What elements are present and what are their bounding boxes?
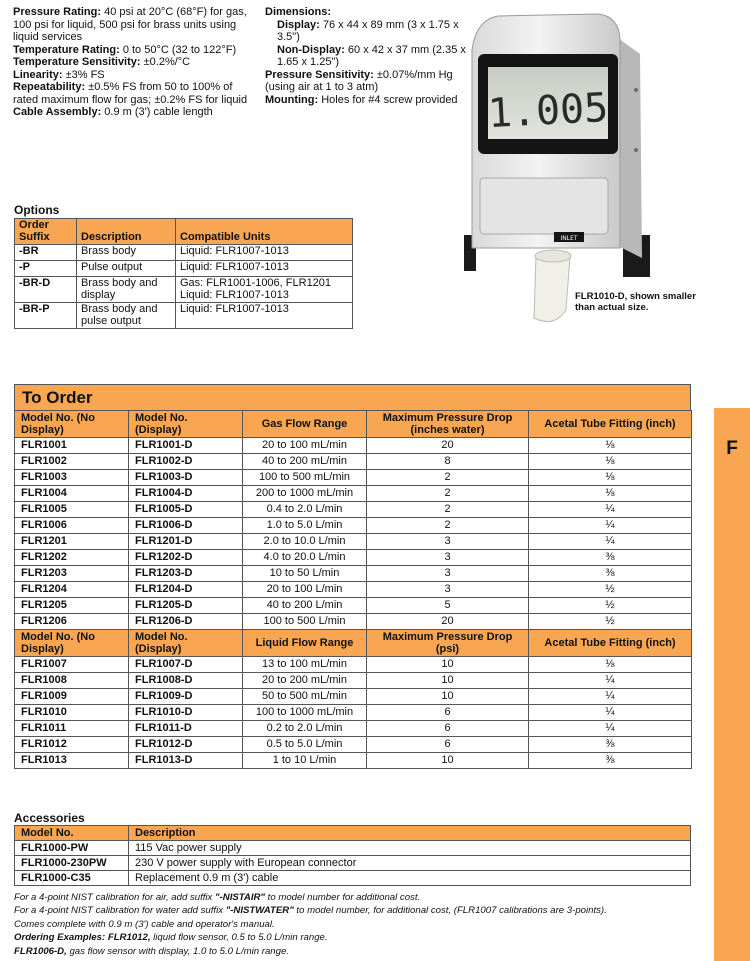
max-pressure-drop: 2 (367, 502, 529, 518)
flow-range: 20 to 100 mL/min (243, 438, 367, 454)
max-pressure-drop: 6 (367, 721, 529, 737)
flow-range: 40 to 200 L/min (243, 598, 367, 614)
options-row (15, 303, 353, 329)
options-header-row (15, 219, 353, 245)
specs-left (13, 6, 258, 119)
footnotes (14, 891, 704, 958)
spec-repeatability: Repeatability: ±0.5% FS from 50 to 100% of rated maximum flow for gas; ±0.2% FS for liquid (13, 81, 248, 106)
max-pressure-drop: 10 (367, 657, 529, 673)
accessories-title: Accessories (14, 811, 85, 825)
order-col-header: Acetal Tube Fitting (inch) (529, 411, 692, 438)
order-col-header: Gas Flow Range (243, 411, 367, 438)
order-col-header: Model No. (Display) (129, 411, 243, 438)
lcd-reading: 1.005 (486, 84, 610, 138)
accessory-model: FLR1000-PW (15, 841, 129, 856)
tube-fitting: ⅛ (529, 486, 692, 502)
model-no: FLR1013 (15, 753, 129, 769)
model-no: FLR1006 (15, 518, 129, 534)
note-nist-air: For a 4-point NIST calibration for air, add suffix "-NISTAIR" to model number for additional cost. (14, 892, 421, 903)
tube-fitting: ⅛ (529, 470, 692, 486)
order-title: To Order (14, 384, 691, 410)
order-col-header: Model No. (Display) (129, 630, 243, 657)
accessory-model: FLR1000-C35 (15, 871, 129, 886)
tube-fitting: ¼ (529, 721, 692, 737)
order-col-header: Acetal Tube Fitting (inch) (529, 630, 692, 657)
option-units: Gas: FLR1001-1006, FLR1201 Liquid: FLR1007-1013 (176, 277, 353, 303)
order-header-row (15, 630, 692, 657)
options-col-units: Compatible Units (176, 219, 353, 245)
table-row (15, 753, 692, 769)
section-tab-letter: F (726, 438, 738, 459)
order-table (14, 410, 692, 769)
model-no-display: FLR1013-D (129, 753, 243, 769)
order-col-header: Maximum Pressure Drop (inches water) (367, 411, 529, 438)
model-no: FLR1204 (15, 582, 129, 598)
flow-range: 20 to 200 mL/min (243, 673, 367, 689)
tube-fitting: ⅛ (529, 657, 692, 673)
model-no: FLR1005 (15, 502, 129, 518)
tube-fitting: ¼ (529, 534, 692, 550)
max-pressure-drop: 2 (367, 518, 529, 534)
inlet-label: INLET (560, 235, 578, 242)
note-ordering-example-1: Ordering Examples: FLR1012, liquid flow sensor, 0.5 to 5.0 L/min range. (14, 932, 328, 944)
table-row (15, 737, 692, 753)
option-units: Liquid: FLR1007-1013 (176, 261, 353, 277)
model-no-display: FLR1201-D (129, 534, 243, 550)
image-caption: FLR1010-D, shown smaller than actual size. (575, 291, 696, 313)
option-suffix: -BR-P (15, 303, 77, 329)
option-description: Pulse output (77, 261, 176, 277)
table-row (15, 657, 692, 673)
order-col-header: Liquid Flow Range (243, 630, 367, 657)
specs-right (265, 6, 470, 106)
option-suffix: -BR (15, 245, 77, 261)
model-no-display: FLR1006-D (129, 518, 243, 534)
model-no-display: FLR1005-D (129, 502, 243, 518)
spec-pressure-rating: Pressure Rating: 40 psi at 20°C (68°F) for gas, 100 psi for liquid, 500 psi for brass units using liquid services (13, 6, 247, 43)
accessories-header-row (15, 826, 691, 841)
tube-fitting: ¼ (529, 689, 692, 705)
spec-linearity: Linearity: ±3% FS (13, 68, 105, 81)
table-row (15, 518, 692, 534)
flow-range: 1 to 10 L/min (243, 753, 367, 769)
model-no-display: FLR1002-D (129, 454, 243, 470)
max-pressure-drop: 20 (367, 614, 529, 630)
option-description: Brass body and pulse output (77, 303, 176, 329)
table-row (15, 486, 692, 502)
model-no-display: FLR1008-D (129, 673, 243, 689)
model-no: FLR1001 (15, 438, 129, 454)
spec-mounting: Mounting: Holes for #4 screw provided (265, 93, 458, 106)
flow-range: 0.4 to 2.0 L/min (243, 502, 367, 518)
table-row (15, 705, 692, 721)
tube-fitting: ¼ (529, 502, 692, 518)
accessory-row (15, 841, 691, 856)
tube-fitting: ¼ (529, 673, 692, 689)
spec-dimensions-label: Dimensions: (265, 6, 332, 18)
note-ordering-example-2: FLR1006-D, gas flow sensor with display, 1.0 to 5.0 L/min range. (14, 945, 289, 957)
tube-fitting: ¼ (529, 518, 692, 534)
spec-display-dim: Display: 76 x 44 x 89 mm (3 x 1.75 x 3.5") (277, 18, 459, 43)
options-row (15, 261, 353, 277)
table-row (15, 470, 692, 486)
model-no: FLR1202 (15, 550, 129, 566)
options-row (15, 277, 353, 303)
accessory-description: 115 Vac power supply (129, 841, 691, 856)
options-title: Options (14, 203, 60, 217)
model-no: FLR1010 (15, 705, 129, 721)
max-pressure-drop: 8 (367, 454, 529, 470)
max-pressure-drop: 10 (367, 753, 529, 769)
model-no-display: FLR1007-D (129, 657, 243, 673)
max-pressure-drop: 5 (367, 598, 529, 614)
order-section (14, 384, 691, 769)
tube-fitting: ⅜ (529, 550, 692, 566)
tube-fitting: ½ (529, 614, 692, 630)
flow-range: 4.0 to 20.0 L/min (243, 550, 367, 566)
table-row (15, 502, 692, 518)
flow-range: 100 to 1000 mL/min (243, 705, 367, 721)
model-no: FLR1203 (15, 566, 129, 582)
model-no: FLR1011 (15, 721, 129, 737)
max-pressure-drop: 3 (367, 550, 529, 566)
flow-range: 20 to 100 L/min (243, 582, 367, 598)
model-no: FLR1012 (15, 737, 129, 753)
options-row (15, 245, 353, 261)
table-row (15, 721, 692, 737)
option-description: Brass body and display (77, 277, 176, 303)
tube-fitting: ¼ (529, 705, 692, 721)
tube-fitting: ⅜ (529, 737, 692, 753)
table-row (15, 598, 692, 614)
tube-fitting: ½ (529, 582, 692, 598)
model-no-display: FLR1011-D (129, 721, 243, 737)
accessories-col-model: Model No. (15, 826, 129, 841)
flow-range: 40 to 200 mL/min (243, 454, 367, 470)
max-pressure-drop: 10 (367, 689, 529, 705)
table-row (15, 454, 692, 470)
flow-range: 0.2 to 2.0 L/min (243, 721, 367, 737)
flow-range: 13 to 100 mL/min (243, 657, 367, 673)
note-complete: Comes complete with 0.9 m (3') cable and operator's manual. (14, 918, 275, 930)
max-pressure-drop: 3 (367, 534, 529, 550)
max-pressure-drop: 20 (367, 438, 529, 454)
option-suffix: -P (15, 261, 77, 277)
accessory-description: Replacement 0.9 m (3') cable (129, 871, 691, 886)
flow-range: 1.0 to 5.0 L/min (243, 518, 367, 534)
accessory-row (15, 871, 691, 886)
spec-pressure-sensitivity: Pressure Sensitivity: ±0.07%/mm Hg (using air at 1 to 3 atm) (265, 68, 453, 93)
note-nist-water: For a 4-point NIST calibration for water add suffix "-NISTWATER" to model number, for additional cost, (FLR1007 calibrations are 3-points). (14, 905, 607, 917)
max-pressure-drop: 2 (367, 486, 529, 502)
model-no-display: FLR1001-D (129, 438, 243, 454)
tube-fitting: ⅜ (529, 566, 692, 582)
flow-range: 2.0 to 10.0 L/min (243, 534, 367, 550)
spec-nondisplay-dim: Non-Display: 60 x 42 x 37 mm (2.35 x 1.65 x 1.25") (277, 43, 466, 68)
accessory-description: 230 V power supply with European connector (129, 856, 691, 871)
options-col-suffix: Order Suffix (15, 219, 77, 245)
model-no: FLR1002 (15, 454, 129, 470)
flow-range: 100 to 500 mL/min (243, 470, 367, 486)
flow-range: 200 to 1000 mL/min (243, 486, 367, 502)
section-tab (714, 408, 750, 961)
model-no: FLR1205 (15, 598, 129, 614)
tube-fitting: ⅜ (529, 753, 692, 769)
tube-fitting: ½ (529, 598, 692, 614)
model-no-display: FLR1004-D (129, 486, 243, 502)
model-no-display: FLR1206-D (129, 614, 243, 630)
model-no: FLR1008 (15, 673, 129, 689)
table-row (15, 534, 692, 550)
model-no: FLR1007 (15, 657, 129, 673)
model-no: FLR1004 (15, 486, 129, 502)
table-row (15, 566, 692, 582)
model-no-display: FLR1003-D (129, 470, 243, 486)
model-no-display: FLR1012-D (129, 737, 243, 753)
flow-range: 50 to 500 mL/min (243, 689, 367, 705)
max-pressure-drop: 3 (367, 566, 529, 582)
model-no-display: FLR1009-D (129, 689, 243, 705)
option-units: Liquid: FLR1007-1013 (176, 303, 353, 329)
tube-fitting: ⅛ (529, 454, 692, 470)
model-no: FLR1206 (15, 614, 129, 630)
max-pressure-drop: 6 (367, 705, 529, 721)
options-col-description: Description (77, 219, 176, 245)
max-pressure-drop: 2 (367, 470, 529, 486)
model-no-display: FLR1205-D (129, 598, 243, 614)
flow-range: 10 to 50 L/min (243, 566, 367, 582)
table-row (15, 582, 692, 598)
table-row (15, 438, 692, 454)
model-no: FLR1009 (15, 689, 129, 705)
model-no-display: FLR1203-D (129, 566, 243, 582)
tube-fitting: ⅛ (529, 438, 692, 454)
option-description: Brass body (77, 245, 176, 261)
model-no-display: FLR1010-D (129, 705, 243, 721)
order-header-row (15, 411, 692, 438)
table-row (15, 673, 692, 689)
options-table (14, 218, 353, 329)
order-col-header: Model No. (No Display) (15, 630, 129, 657)
table-row (15, 689, 692, 705)
max-pressure-drop: 3 (367, 582, 529, 598)
spec-temperature-rating: Temperature Rating: 0 to 50°C (32 to 122°F) (13, 43, 237, 56)
max-pressure-drop: 6 (367, 737, 529, 753)
order-col-header: Model No. (No Display) (15, 411, 129, 438)
option-units: Liquid: FLR1007-1013 (176, 245, 353, 261)
spec-temperature-sensitivity: Temperature Sensitivity: ±0.2%/°C (13, 56, 191, 68)
flow-range: 100 to 500 L/min (243, 614, 367, 630)
model-no: FLR1201 (15, 534, 129, 550)
accessories-col-description: Description (129, 826, 691, 841)
model-no-display: FLR1202-D (129, 550, 243, 566)
table-row (15, 550, 692, 566)
flow-range: 0.5 to 5.0 L/min (243, 737, 367, 753)
option-suffix: -BR-D (15, 277, 77, 303)
order-col-header: Maximum Pressure Drop (psi) (367, 630, 529, 657)
model-no-display: FLR1204-D (129, 582, 243, 598)
max-pressure-drop: 10 (367, 673, 529, 689)
accessory-model: FLR1000-230PW (15, 856, 129, 871)
spec-cable-assembly: Cable Assembly: 0.9 m (3') cable length (13, 106, 213, 118)
model-no: FLR1003 (15, 470, 129, 486)
table-row (15, 614, 692, 630)
accessories-table (14, 825, 691, 886)
accessory-row (15, 856, 691, 871)
